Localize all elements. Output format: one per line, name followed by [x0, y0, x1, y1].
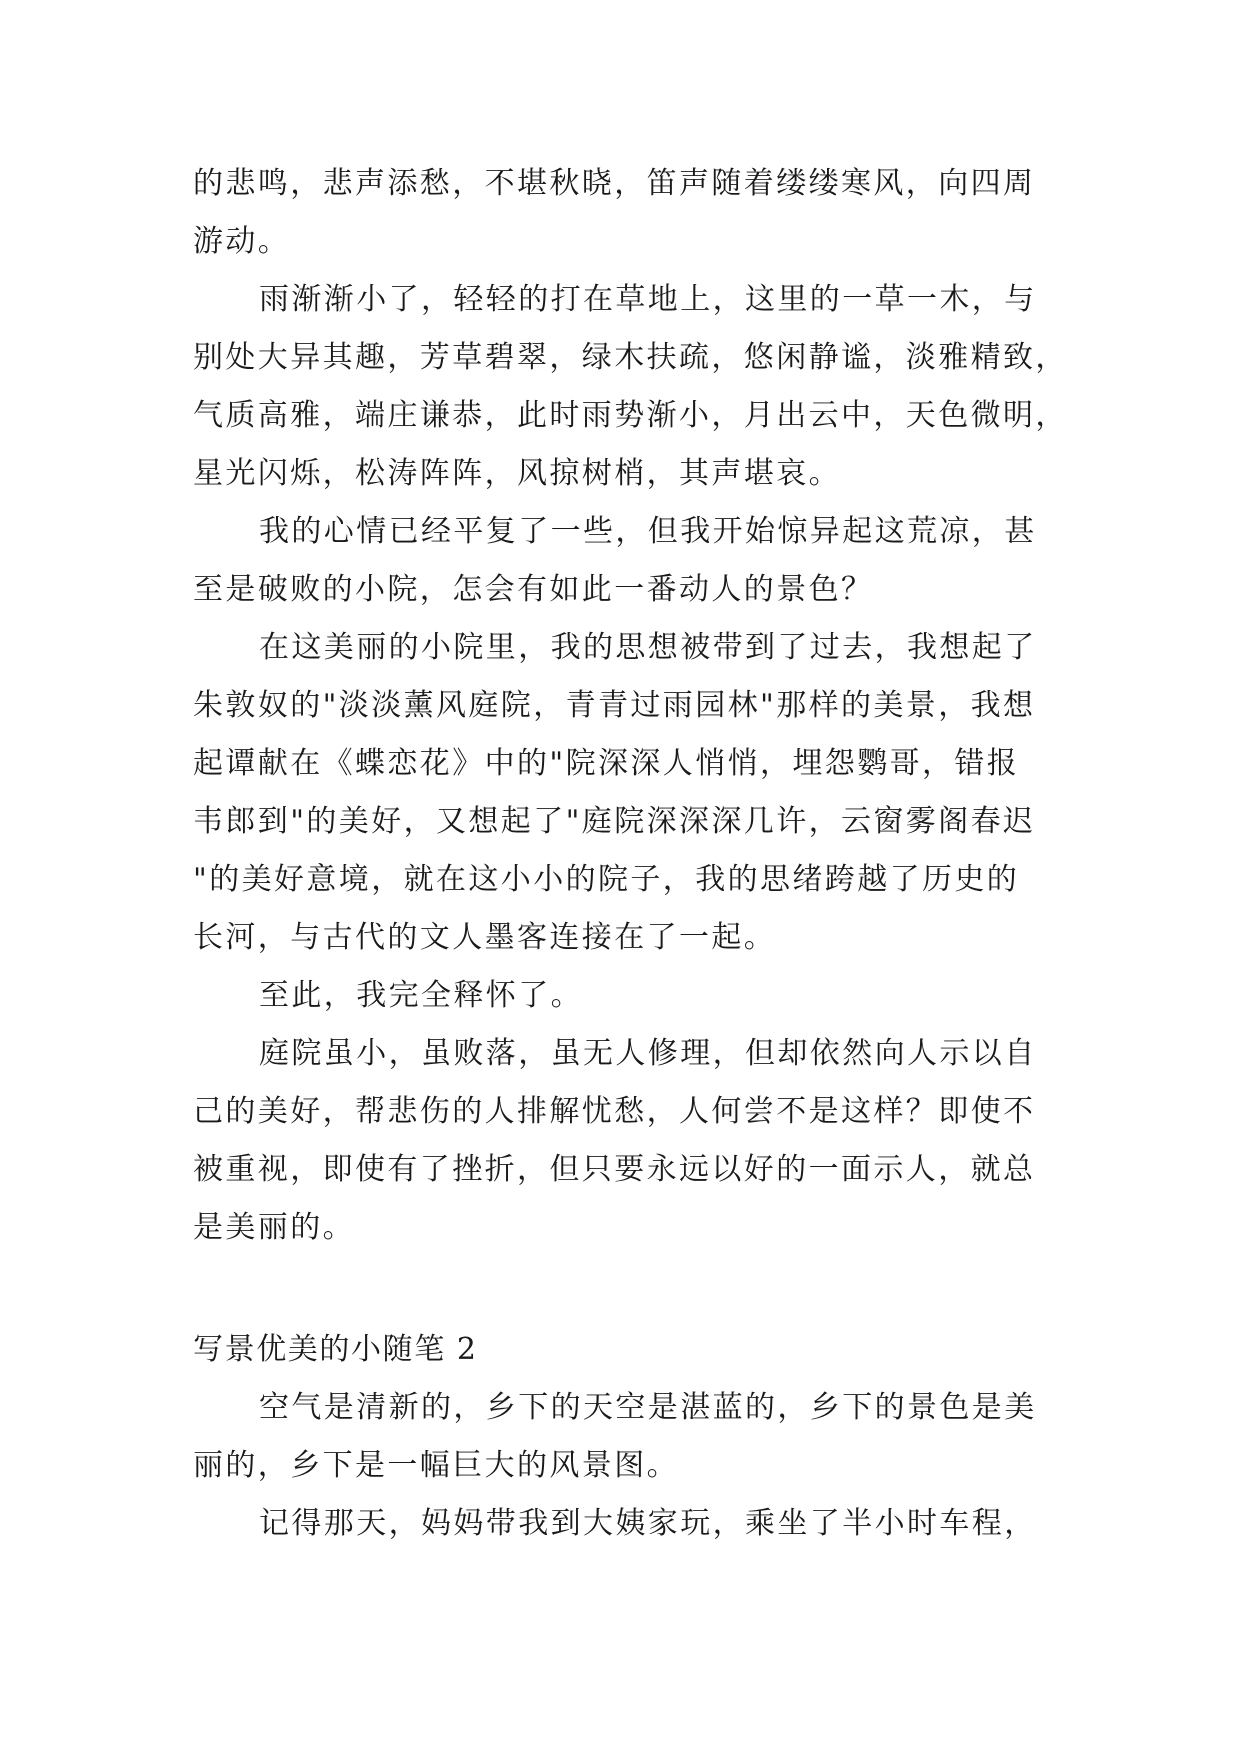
text-line: 韦郎到"的美好，又想起了"庭院深深深几许，云窗雾阁春迟 — [193, 804, 1036, 839]
paragraph — [193, 503, 1053, 619]
text-line: 起谭献在《蝶恋花》中的"院深深人悄悄，埋怨鹦哥，错报 — [193, 746, 1020, 781]
text-line: 我的心情已经平复了一些，但我开始惊异起这荒凉，甚 — [259, 514, 1037, 549]
document-body — [193, 155, 1068, 1553]
paragraph — [193, 271, 1068, 503]
text-line: 在这美丽的小院里，我的思想被带到了过去，我想起了 — [259, 630, 1037, 665]
text-line: 至此，我完全释怀了。 — [259, 978, 583, 1013]
text-line: 朱敦奴的"淡淡薰风庭院，青青过雨园林"那样的美景，我想 — [193, 688, 1036, 723]
section-heading: 写景优美的小随笔 2 — [193, 1332, 478, 1367]
text-line: 丽的，乡下是一幅巨大的风景图。 — [193, 1448, 679, 1483]
text-line: 星光闪烁，松涛阵阵，风掠树梢，其声堪哀。 — [193, 456, 841, 491]
text-line: 记得那天，妈妈带我到大姨家玩，乘坐了半小时车程， — [259, 1506, 1037, 1541]
section-spacer — [193, 1257, 1053, 1321]
text-line: 空气是清新的，乡下的天空是湛蓝的，乡下的景色是美 — [259, 1390, 1037, 1425]
paragraph — [193, 619, 1053, 967]
text-line: 被重视，即使有了挫折，但只要永远以好的一面示人，就总 — [193, 1152, 1036, 1187]
paragraph — [193, 1379, 1053, 1495]
paragraph — [193, 967, 1053, 1025]
paragraph — [193, 1495, 1053, 1553]
paragraph — [193, 1025, 1053, 1257]
text-line: 至是破败的小院，怎会有如此一番动人的景色？ — [193, 572, 874, 607]
text-line: 是美丽的。 — [193, 1210, 355, 1245]
text-line: "的美好意境，就在这小小的院子，我的思绪跨越了历史的 — [193, 862, 1020, 897]
text-line: 别处大异其趣，芳草碧翠，绿木扶疏，悠闲静谧，淡雅精致， — [193, 340, 1068, 375]
text-line: 雨渐渐小了，轻轻的打在草地上，这里的一草一木，与 — [259, 282, 1037, 317]
paragraph — [193, 155, 1053, 271]
text-line: 游动。 — [193, 224, 291, 259]
text-line: 气质高雅，端庄谦恭，此时雨势渐小，月出云中，天色微明， — [193, 398, 1068, 433]
text-line: 庭院虽小，虽败落，虽无人修理，但却依然向人示以自 — [259, 1036, 1037, 1071]
text-line: 的悲鸣，悲声添愁，不堪秋晓，笛声随着缕缕寒风，向四周 — [193, 166, 1036, 201]
text-line: 己的美好，帮悲伤的人排解忧愁，人何尝不是这样？即使不 — [193, 1094, 1036, 1129]
text-line: 长河，与古代的文人墨客连接在了一起。 — [193, 920, 777, 955]
